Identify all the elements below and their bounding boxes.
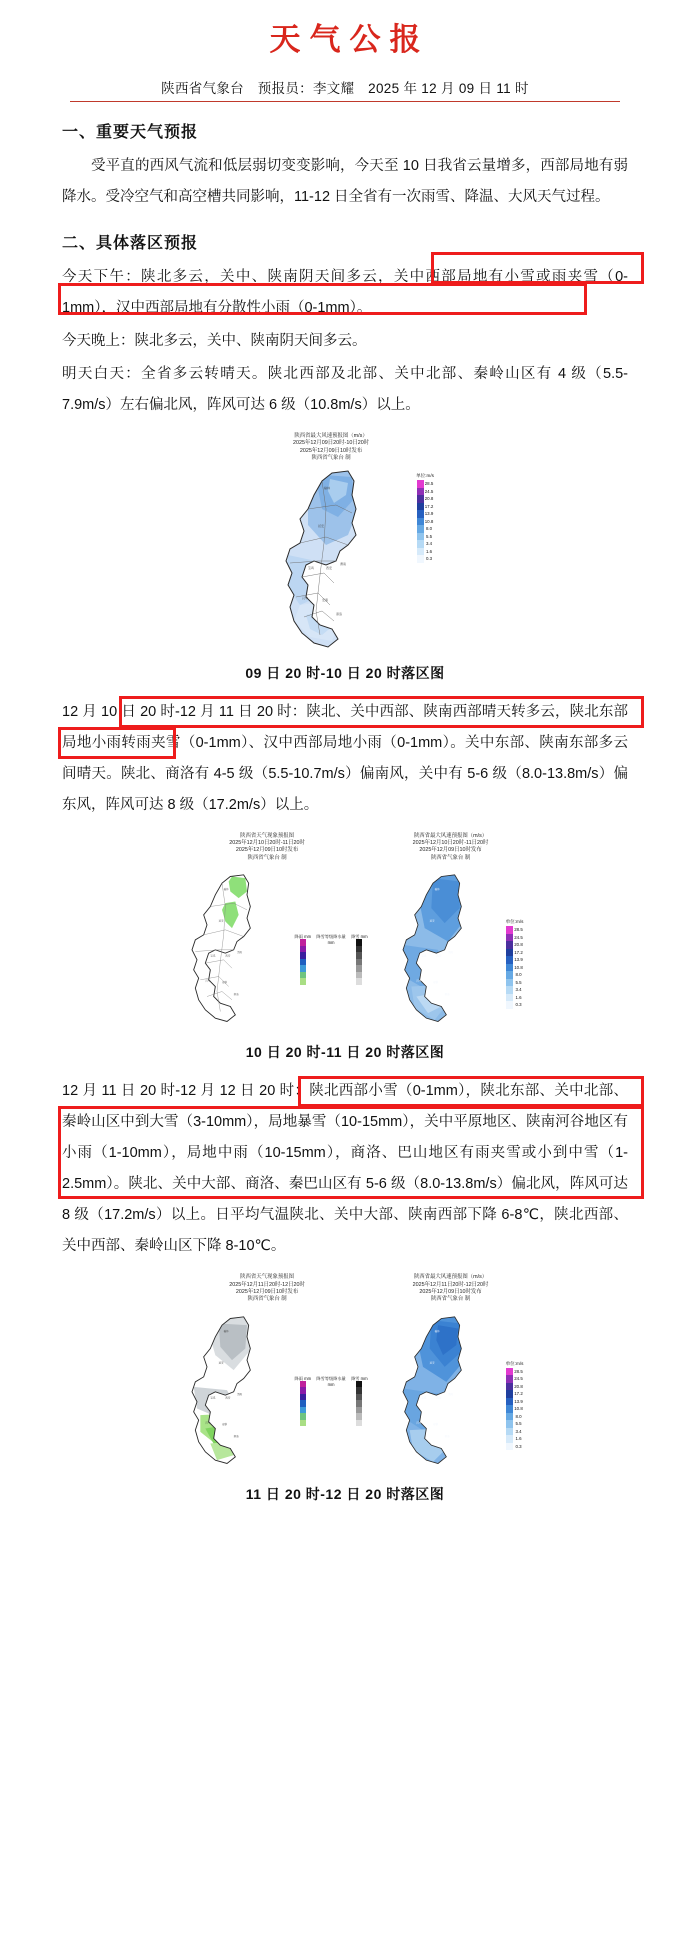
cbar-label: 20.8 xyxy=(514,1383,523,1389)
map-2r-colorbar-body xyxy=(506,926,523,1009)
legend-snow-level xyxy=(314,934,348,946)
svg-text:西安: 西安 xyxy=(224,1396,230,1400)
forecast-dec10-dec11 xyxy=(62,697,628,821)
svg-text:商洛: 商洛 xyxy=(233,1434,239,1438)
svg-text:延安: 延安 xyxy=(429,919,435,923)
map-3r-title-line-4: 陕西省气象台 制 xyxy=(430,1296,471,1303)
svg-text:安康: 安康 xyxy=(221,981,227,985)
map-2r-colorbar-labels xyxy=(514,926,523,1009)
map-3l-canvas xyxy=(167,1306,292,1476)
cbar-label: 13.9 xyxy=(424,511,434,516)
map-2r-title-line-3: 2025年12月09日10时发布 xyxy=(419,847,482,854)
svg-text:商洛: 商洛 xyxy=(444,993,450,997)
svg-text:宝鸡: 宝鸡 xyxy=(420,954,426,958)
map-3r-title xyxy=(378,1274,524,1304)
legend-snow-level-header: 降雪等级降水量 mm xyxy=(316,934,346,946)
svg-text:延安: 延安 xyxy=(429,1361,435,1365)
cbar-label: 0.3 xyxy=(515,1443,522,1449)
s3-highlight: 陕北东部局地小雨转雨夹雪（0-1mm）、汉中西部局地小雨（0-1mm） xyxy=(62,703,628,751)
map-weather-phenomenon-dec10 xyxy=(167,833,368,1035)
map-weather-phenomenon-dec11 xyxy=(167,1274,368,1476)
map-3r-colorbar-title: 单位:m/s xyxy=(505,1360,524,1366)
cbar-label: 1.6 xyxy=(425,548,433,554)
map-1-title-line-4: 陕西省气象台 制 xyxy=(311,455,351,462)
cbar-label: 3.4 xyxy=(515,1428,522,1434)
legend-snow xyxy=(351,934,368,985)
cbar-label: 3.4 xyxy=(425,541,433,546)
map-2l-title-line-4: 陕西省气象台 制 xyxy=(247,854,287,861)
svg-text:西安: 西安 xyxy=(435,1396,441,1400)
svg-text:宝鸡: 宝鸡 xyxy=(209,1396,215,1400)
legend-rain-strip xyxy=(300,939,306,985)
byline-text: 陕西省气象台 预报员：李文耀 2025 年 12 月 09 日 11 时 xyxy=(161,81,529,96)
cbar-label: 1.6 xyxy=(515,994,522,1000)
cbar-label: 28.5 xyxy=(514,1368,523,1374)
map-3r-colorbar-labels xyxy=(514,1368,523,1451)
shaanxi-wind-map-3 xyxy=(378,1306,503,1476)
forecast-today-afternoon: 今天下午：陕北多云，关中、陕南阴天间多云，关中西部局地有小雪或雨夹雪（0-1mm），汉中西部局地有分散性小雨（0-1mm）。 xyxy=(62,269,628,316)
legend-rain xyxy=(295,934,312,985)
cbar-label: 20.8 xyxy=(514,942,523,948)
map-wind-speed-dec10 xyxy=(378,833,524,1035)
svg-text:榆林: 榆林 xyxy=(434,1329,440,1333)
svg-text:商洛: 商洛 xyxy=(336,611,343,616)
map-2r-colorbar xyxy=(506,919,524,1009)
cbar-label: 10.8 xyxy=(514,964,523,970)
forecast-dec11-dec12 xyxy=(62,1076,628,1262)
map-3l-title xyxy=(167,1274,368,1304)
cbar-label: 8.0 xyxy=(425,526,433,531)
legend-snow-header-3: 降雪 mm xyxy=(351,1375,368,1381)
svg-text:西安: 西安 xyxy=(224,954,230,958)
svg-text:渭南: 渭南 xyxy=(447,1393,453,1397)
section-1-heading: 一、重要天气预报 xyxy=(62,124,199,141)
map-2l-title-line-2: 2025年12月10日20时-11日20时 xyxy=(229,840,305,847)
s4-before: 12 月 11 日 20 时-12 月 12 日 20 时： xyxy=(62,1083,310,1100)
svg-text:汉中: 汉中 xyxy=(204,979,210,983)
legend-snow-header: 降雪 mm xyxy=(351,934,368,940)
cbar-label: 17.2 xyxy=(514,949,523,955)
map-3r-canvas xyxy=(378,1306,503,1476)
svg-text:渭南: 渭南 xyxy=(236,951,242,955)
svg-text:延安: 延安 xyxy=(318,523,325,528)
map-3l-title-line-4: 陕西省气象台 制 xyxy=(247,1296,287,1303)
document-body xyxy=(62,119,628,1504)
map-wind-speed-dec09 xyxy=(256,433,406,655)
map-1-colorbar-title: 单位:m/s xyxy=(416,473,434,478)
map-1-title xyxy=(256,433,406,463)
legend-snow-strip-3 xyxy=(356,1381,362,1427)
figure-1-caption: 09 日 20 时-10 日 20 时落区图 xyxy=(245,664,445,681)
cbar-label: 5.5 xyxy=(425,533,433,539)
svg-text:延安: 延安 xyxy=(218,919,224,923)
map-1-title-line-3: 2025年12月09日10时发布 xyxy=(299,447,363,454)
svg-text:汉中: 汉中 xyxy=(302,595,309,600)
map-1-canvas xyxy=(256,465,406,655)
s4-highlight: 陕北西部小雪（0-1mm），陕北东部、关中北部、秦岭山区中到大雪（3-10mm），局地暴雪（10-15mm），关中平原地区、陕南河谷地区有小雨（1-10mm），局地中雨（10-15mm），商洛、巴山地区有雨夹雪或小到中雪 xyxy=(62,1083,628,1162)
legend-snow-strip xyxy=(356,939,362,985)
figure-1 xyxy=(62,433,628,683)
cbar-label: 10.8 xyxy=(424,518,434,524)
map-2r-title xyxy=(378,833,524,863)
cbar-label: 1.6 xyxy=(515,1436,522,1442)
legend-rain-strip-3 xyxy=(300,1381,306,1427)
svg-text:宝鸡: 宝鸡 xyxy=(209,954,215,958)
svg-text:榆林: 榆林 xyxy=(324,485,331,490)
map-2r-colorbar-strip xyxy=(506,926,513,1009)
map-2l-legend xyxy=(295,934,368,985)
map-2r-title-line-2: 2025年12月10日20时-11日20时 xyxy=(412,840,489,847)
cbar-label: 28.5 xyxy=(424,481,434,486)
figure-1-row xyxy=(62,433,628,655)
cbar-label: 13.9 xyxy=(514,957,523,963)
section-2-heading: 二、具体落区预报 xyxy=(62,235,199,252)
cbar-label: 10.8 xyxy=(514,1406,523,1412)
cbar-label: 8.0 xyxy=(515,972,522,978)
svg-text:渭南: 渭南 xyxy=(236,1393,242,1397)
s3-after: 。关中东部、陕南东部多云间晴天。陕北、商洛有 4-5 级（5.5-10.7m/s）偏南风，关中有 5-6 级（8.0-13.8m/s）偏东风，阵风可达 8 级（17.2m/s）以上。 xyxy=(62,734,628,813)
cbar-label: 5.5 xyxy=(515,979,522,985)
figure-2-row xyxy=(62,833,628,1035)
s4-after: （1-2.5mm）。陕北、关中大部、商洛、秦巴山区有 5-6 级（8.0-13.8m/s）偏北风，阵风可达 8 级（17.2m/s）以上。日平均气温陕北、关中大部、陕南西部下降 6-8℃，陕北西部、关中西部、秦岭山区下降 8-10℃。 xyxy=(62,1145,628,1255)
cbar-label: 17.2 xyxy=(514,1391,523,1397)
map-2r-canvas xyxy=(378,864,503,1034)
svg-text:延安: 延安 xyxy=(218,1361,224,1365)
figure-3-row xyxy=(62,1274,628,1476)
shaanxi-wind-map-2 xyxy=(378,864,503,1034)
map-2r-colorbar-title: 单位:m/s xyxy=(505,919,524,925)
map-1-colorbar xyxy=(416,473,434,563)
cbar-label: 3.4 xyxy=(515,987,522,993)
legend-rain-header: 降雨 mm xyxy=(294,934,312,940)
svg-text:西安: 西安 xyxy=(435,954,441,958)
svg-text:安康: 安康 xyxy=(221,1423,227,1427)
cbar-label: 17.2 xyxy=(424,503,434,509)
page-title: 天气公报 xyxy=(269,22,430,57)
map-3r-colorbar xyxy=(506,1361,524,1451)
svg-text:榆林: 榆林 xyxy=(223,1329,229,1333)
figure-2 xyxy=(62,833,628,1063)
svg-text:榆林: 榆林 xyxy=(223,888,229,892)
legend-rain-3 xyxy=(295,1376,312,1427)
cbar-label: 5.5 xyxy=(515,1421,522,1427)
cbar-label: 0.3 xyxy=(515,1002,522,1008)
figure-2-caption: 10 日 20 时-11 日 20 时落区图 xyxy=(245,1044,445,1061)
svg-text:安康: 安康 xyxy=(432,981,438,985)
map-2l-title-line-3: 2025年12月09日10时发布 xyxy=(235,847,299,854)
shaanxi-phenomenon-map-2 xyxy=(167,864,292,1034)
svg-text:安康: 安康 xyxy=(432,1423,438,1427)
legend-snow-level-3 xyxy=(314,1376,348,1388)
title-area xyxy=(0,0,690,65)
legend-snow-level-header-3: 降雪等级降水量 mm xyxy=(316,1375,346,1387)
legend-rain-header-3: 降雨 mm xyxy=(294,1375,312,1381)
forecast-tomorrow: 明天白天：全省多云转晴天。陕北西部及北部、关中北部、秦岭山区有 4 级（5.5-7.9m/s）左右偏北风，阵风可达 6 级（10.8m/s）以上。 xyxy=(62,366,628,413)
map-3l-title-line-3: 2025年12月09日10时发布 xyxy=(235,1289,299,1296)
svg-text:汉中: 汉中 xyxy=(415,1421,421,1425)
svg-text:商洛: 商洛 xyxy=(444,1434,450,1438)
forecast-tonight: 今天晚上：陕北多云，关中、陕南阴天间多云。 xyxy=(62,333,367,349)
cbar-label: 0.3 xyxy=(425,556,433,561)
svg-text:宝鸡: 宝鸡 xyxy=(420,1396,426,1400)
svg-text:渭南: 渭南 xyxy=(340,561,347,566)
map-1-colorbar-labels xyxy=(425,480,434,563)
byline-area xyxy=(70,77,620,102)
svg-text:汉中: 汉中 xyxy=(415,979,421,983)
cbar-label: 20.8 xyxy=(424,496,434,501)
map-2l-title-line-1: 陕西省天气现象预报图 xyxy=(240,832,295,839)
map-3l-title-line-2: 2025年12月11日20时-12日20时 xyxy=(229,1281,305,1288)
map-2r-title-line-1: 陕西省最大风速预报图（m/s） xyxy=(413,832,488,839)
figure-3-caption: 11 日 20 时-12 日 20 时落区图 xyxy=(245,1485,445,1502)
map-1-title-line-1: 陕西省最大风速预报图（m/s） xyxy=(294,433,368,439)
legend-snow-3 xyxy=(351,1376,368,1427)
svg-text:汉中: 汉中 xyxy=(204,1421,210,1425)
cbar-label: 24.5 xyxy=(514,934,523,940)
map-3r-colorbar-body xyxy=(506,1368,523,1451)
map-1-colorbar-body xyxy=(417,480,434,563)
cbar-label: 8.0 xyxy=(515,1413,522,1419)
map-2l-canvas xyxy=(167,864,292,1034)
map-3l-legend xyxy=(295,1376,368,1427)
cbar-label: 24.5 xyxy=(424,488,434,494)
cbar-label: 28.5 xyxy=(514,927,523,933)
s3-before: 12 月 10 日 20 时-12 月 11 日 20 时：陕北、关中西部、陕南西部晴天转多云， xyxy=(62,703,570,720)
svg-text:宝鸡: 宝鸡 xyxy=(308,565,315,570)
map-3r-title-line-1: 陕西省最大风速预报图（m/s） xyxy=(413,1274,488,1281)
cbar-label: 24.5 xyxy=(514,1376,523,1382)
svg-text:商洛: 商洛 xyxy=(233,993,239,997)
map-3r-title-line-2: 2025年12月11日20时-12日20时 xyxy=(412,1281,489,1288)
map-2r-title-line-4: 陕西省气象台 制 xyxy=(430,854,471,861)
map-2l-title xyxy=(167,833,368,863)
map-3r-colorbar-strip xyxy=(506,1368,513,1451)
map-3l-title-line-1: 陕西省天气现象预报图 xyxy=(240,1274,295,1281)
map-3r-title-line-3: 2025年12月09日10时发布 xyxy=(419,1289,482,1296)
shaanxi-phenomenon-map-3 xyxy=(167,1306,292,1476)
figure-3 xyxy=(62,1274,628,1504)
map-wind-speed-dec11 xyxy=(378,1274,524,1476)
svg-text:渭南: 渭南 xyxy=(447,951,453,955)
svg-text:安康: 安康 xyxy=(322,597,329,602)
map-1-title-line-2: 2025年12月09日20时-10日20时 xyxy=(293,440,370,447)
map-1-colorbar-strip xyxy=(417,480,424,563)
svg-text:西安: 西安 xyxy=(326,565,333,570)
cbar-label: 13.9 xyxy=(514,1398,523,1404)
section-1-paragraph: 受平直的西风气流和低层弱切变变影响，今天至 10 日我省云量增多，西部局地有弱降水。受冷空气和高空槽共同影响，11-12 日全省有一次雨雪、降温、大风天气过程。 xyxy=(62,158,628,205)
shaanxi-wind-map-1 xyxy=(256,465,406,655)
svg-text:榆林: 榆林 xyxy=(434,888,440,892)
